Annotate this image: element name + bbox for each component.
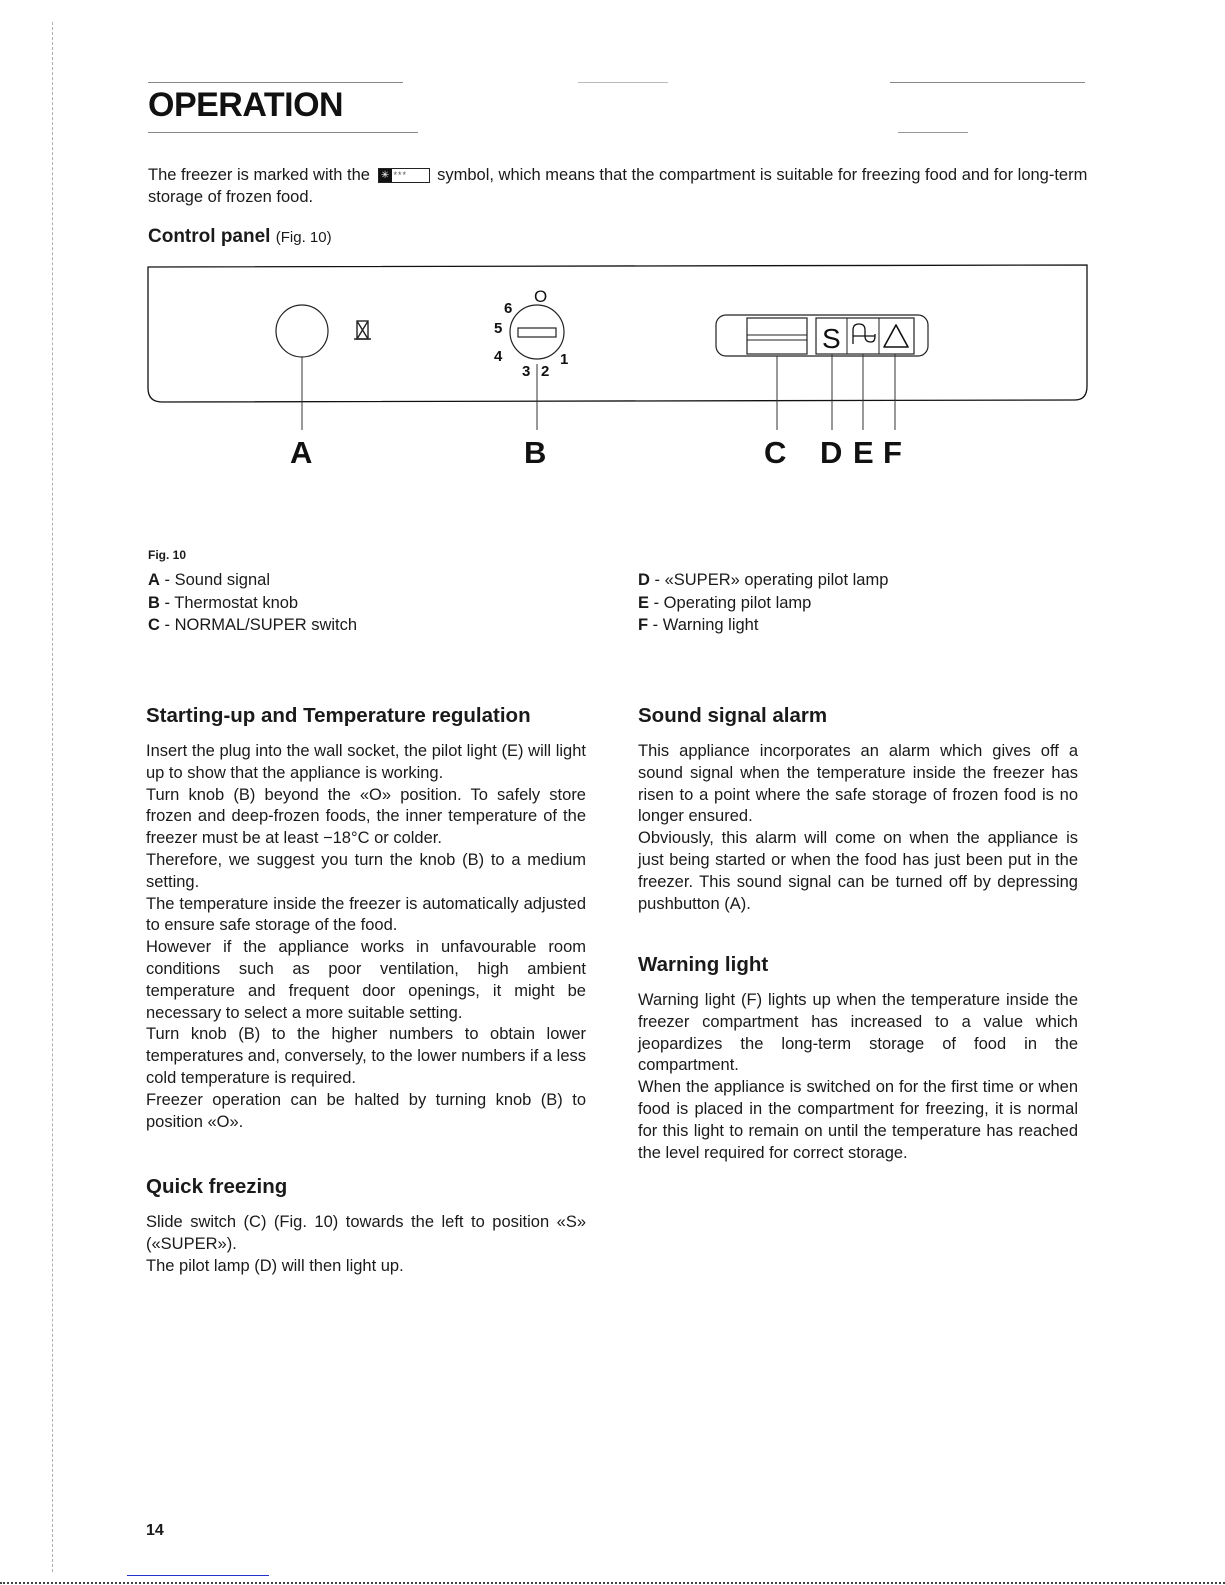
title-rule-top-segment xyxy=(578,82,668,83)
title-rule-top xyxy=(148,82,403,83)
callout-c: C xyxy=(764,435,787,470)
intro-paragraph: The freezer is marked with the ✳ *** symbol, which means that the compartment is suitable for freezing food and for long-term storage of frozen food. xyxy=(148,166,1088,206)
legend-left xyxy=(148,569,357,637)
svg-text:S: S xyxy=(822,323,841,354)
section-warning-light: Warning light Warning light (F) lights up when the temperature inside the freezer compartment has increased to a value which jeopardizes the long-term storage of food in the compartment. When the appliance is switched on for the first time or when food is placed in the compartment for freezing, it is normal for this light to remain on until the temperature has reached the level required for correct storage. xyxy=(638,953,1078,1162)
section-heading: Warning light xyxy=(638,953,769,976)
page-title: OPERATION xyxy=(148,86,344,124)
four-star-freezer-icon: ✳ *** xyxy=(378,168,430,183)
sound-signal-button-icon xyxy=(276,305,328,430)
section-quick-freezing: Quick freezing Slide switch (C) (Fig. 10) towards the left to position «S» («SUPER»). The pilot lamp (D) will then light up. xyxy=(146,1175,586,1275)
legend-item: E - Operating pilot lamp xyxy=(638,593,812,612)
svg-text:1: 1 xyxy=(560,351,569,368)
title-rule-bottom-segment xyxy=(898,132,968,133)
legend-item: C - NORMAL/SUPER switch xyxy=(148,616,358,634)
thermostat-knob-icon xyxy=(494,287,568,430)
alarm-mute-icon xyxy=(354,321,371,339)
callout-e: E xyxy=(853,435,874,470)
binding-margin-line xyxy=(52,22,53,1572)
figure-caption: Fig. 10 xyxy=(148,548,187,562)
legend-item: D - «SUPER» operating pilot lamp xyxy=(638,571,889,589)
switch-panel-icon xyxy=(716,315,928,430)
legend-item: B - Thermostat knob xyxy=(148,593,299,612)
section-heading: Starting-up and Temperature regulation xyxy=(146,704,531,727)
legend-item: F - Warning light xyxy=(638,616,759,634)
callout-a: A xyxy=(290,435,313,470)
svg-text:6: 6 xyxy=(504,300,513,317)
callout-d: D xyxy=(820,435,843,470)
svg-text:O: O xyxy=(534,287,548,306)
svg-text:5: 5 xyxy=(494,320,503,337)
callout-b: B xyxy=(524,435,547,470)
section-starting-up: Starting-up and Temperature regulation Insert the plug into the wall socket, the pilot light (E) will light up to show that the appliance is working. Turn knob (B) beyond the «O» position. To safely store frozen and deep-frozen foods, the inner temperature of the freezer must be at least −18°C or colder. Therefore, we suggest you turn the knob (B) to a medium setting. The temperature inside the freezer is automatically adjusted to ensure safe storage of the food. However if the appliance works in unfavourable room conditions such as poor ventilation, high ambient temperature and frequent door openings, it might be necessary to select a more suitable setting. Turn knob (B) to the higher numbers to obtain lower temperatures and, conversely, to the lower numbers if a less cold temperature is required. Freezer operation can be halted by turning knob (B) to position «O». xyxy=(146,704,586,1131)
link-underline xyxy=(127,1575,269,1576)
svg-text:2: 2 xyxy=(541,363,550,380)
legend-right xyxy=(638,569,888,637)
title-rule-top-segment xyxy=(890,82,1085,83)
section-sound-signal-alarm: Sound signal alarm This appliance incorporates an alarm which gives off a sound signal when the temperature inside the freezer has risen to a point where the safe storage of frozen food is no longer ensured. Obviously, this alarm will come on when the appliance is just being started or when the food has just been put in the freezer. This sound signal can be turned off by depressing pushbutton (A). xyxy=(638,704,1078,913)
section-heading: Quick freezing xyxy=(146,1175,288,1198)
svg-text:3: 3 xyxy=(522,363,531,380)
callout-f: F xyxy=(883,435,902,470)
page-bottom-border xyxy=(0,1582,1225,1584)
title-rule-bottom xyxy=(148,132,418,133)
section-heading: Sound signal alarm xyxy=(638,704,828,727)
svg-text:4: 4 xyxy=(494,348,503,365)
page-number: 14 xyxy=(146,1522,164,1539)
control-panel-heading: Control panel (Fig. 10) xyxy=(148,226,332,247)
control-panel-figure xyxy=(140,258,1100,488)
legend-item: A - Sound signal xyxy=(148,571,270,589)
